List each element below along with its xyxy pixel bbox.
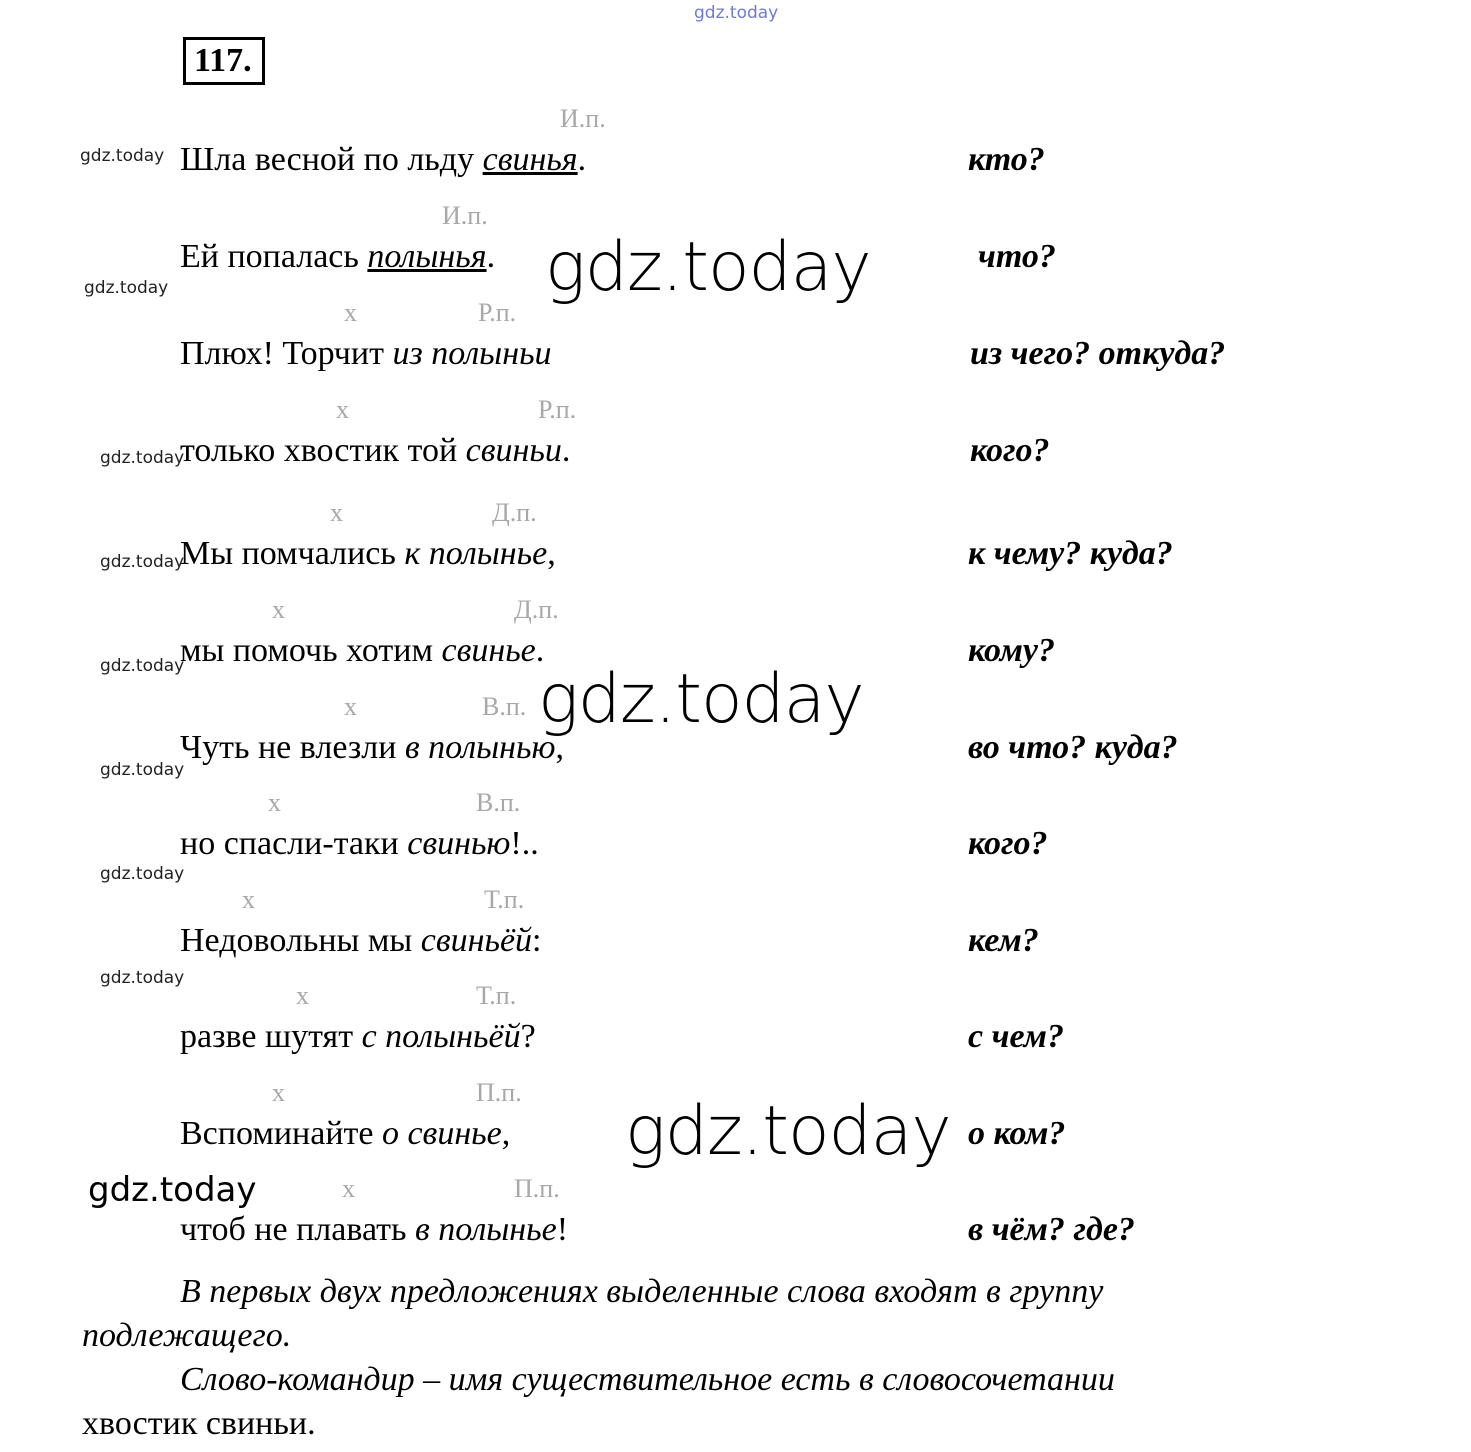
- question: из чего? откуда?: [970, 335, 1226, 372]
- line-punct: ?: [520, 1018, 536, 1055]
- highlighted-word: свиньёй: [420, 922, 533, 959]
- highlighted-word: в полынью: [404, 729, 556, 766]
- poem-line: [180, 237, 495, 277]
- explanation-paragraph: [82, 1358, 1282, 1446]
- line-punct: !: [556, 1211, 569, 1248]
- poem-line: [180, 1114, 510, 1154]
- preposition-mark: х: [242, 885, 255, 914]
- watermark: gdz.today: [100, 448, 185, 468]
- watermark: gdz.today: [100, 864, 185, 884]
- line-text: чтоб не плавать: [180, 1211, 416, 1248]
- line-text: Недовольны мы: [180, 922, 421, 959]
- preposition-mark: х: [344, 298, 357, 327]
- highlighted-word: с полыньёй: [361, 1018, 521, 1055]
- line-punct: ,: [555, 729, 564, 766]
- watermark-large: gdz.today: [625, 1092, 951, 1171]
- case-label: И.п.: [442, 201, 488, 230]
- line-text: только хвостик той: [180, 432, 466, 469]
- poem-line: [180, 824, 539, 864]
- line-text: Плюх! Торчит: [180, 335, 393, 372]
- highlighted-word: из полыньи: [392, 335, 552, 372]
- case-label: Р.п.: [538, 395, 577, 424]
- line-text: но спасли-таки: [180, 825, 408, 862]
- watermark: gdz.today: [100, 760, 185, 780]
- question: кого?: [970, 432, 1050, 469]
- question: в чём? где?: [968, 1211, 1135, 1248]
- case-label: В.п.: [476, 788, 521, 817]
- watermark: gdz.today: [100, 656, 185, 676]
- highlighted-word: свинью: [407, 825, 511, 862]
- poem-line: [180, 921, 541, 961]
- highlighted-word: свиньи: [465, 432, 562, 469]
- explanation-paragraph: [82, 1270, 1282, 1358]
- highlighted-word: полынья: [367, 238, 487, 275]
- preposition-mark: х: [268, 788, 281, 817]
- paragraph-text: Слово-командир – имя существительное есть в словосочетании: [180, 1361, 1115, 1398]
- highlighted-word: о свинье: [381, 1115, 502, 1152]
- question: кем?: [968, 922, 1039, 959]
- watermark-medium: gdz.today: [88, 1170, 257, 1210]
- watermark-large: gdz.today: [538, 660, 864, 739]
- line-punct: ,: [547, 535, 556, 572]
- line-text: разве шутят: [180, 1018, 362, 1055]
- watermark-top: gdz.today: [694, 3, 779, 23]
- line-punct: .: [561, 432, 571, 469]
- line-text: Чуть не влезли: [180, 729, 405, 766]
- watermark: gdz.today: [84, 278, 169, 298]
- line-text: Вспоминайте: [180, 1115, 382, 1152]
- question: во что? куда?: [968, 729, 1178, 766]
- poem-line: [180, 140, 586, 180]
- line-punct: !..: [510, 825, 539, 862]
- watermark: gdz.today: [100, 552, 185, 572]
- highlighted-word: к полынье: [404, 535, 548, 572]
- question: кто?: [968, 141, 1045, 178]
- question: к чему? куда?: [968, 535, 1173, 572]
- preposition-mark: х: [272, 1078, 285, 1107]
- poem-line: [180, 534, 556, 574]
- exercise-number: 117.: [183, 37, 265, 85]
- question: что?: [978, 238, 1056, 275]
- poem-line: [180, 1210, 568, 1250]
- case-label: Т.п.: [484, 885, 525, 914]
- poem-line: [180, 431, 570, 471]
- case-label: Д.п.: [514, 595, 559, 624]
- watermark: gdz.today: [80, 146, 165, 166]
- case-label: И.п.: [560, 104, 606, 133]
- poem-line: [180, 631, 544, 671]
- highlighted-word: свинье: [441, 632, 536, 669]
- question: с чем?: [968, 1018, 1064, 1055]
- line-punct: .: [486, 238, 496, 275]
- preposition-mark: х: [296, 981, 309, 1010]
- line-text: Мы помчались: [180, 535, 405, 572]
- poem-line: [180, 728, 564, 768]
- preposition-mark: х: [342, 1174, 355, 1203]
- highlighted-word: в полынье: [415, 1211, 557, 1248]
- poem-line: [180, 1017, 536, 1057]
- case-label: Д.п.: [492, 498, 537, 527]
- case-label: В.п.: [482, 692, 527, 721]
- watermark-large: gdz.today: [545, 228, 871, 307]
- preposition-mark: х: [330, 498, 343, 527]
- line-punct: .: [535, 632, 545, 669]
- line-punct: ,: [501, 1115, 511, 1152]
- paragraph-text: В первых двух предложениях выделенные слова входят в группу подлежащего.: [82, 1273, 1104, 1354]
- paragraph-phrase: хвостик свиньи.: [82, 1405, 316, 1442]
- case-label: П.п.: [476, 1078, 522, 1107]
- case-label: П.п.: [514, 1174, 560, 1203]
- line-text: Шла весной по льду: [180, 141, 483, 178]
- question: о ком?: [968, 1115, 1066, 1152]
- preposition-mark: х: [336, 395, 349, 424]
- question: кого?: [968, 825, 1048, 862]
- watermark: gdz.today: [100, 968, 185, 988]
- question: кому?: [968, 632, 1056, 669]
- highlighted-word: свинья: [482, 141, 578, 178]
- preposition-mark: х: [272, 595, 285, 624]
- preposition-mark: х: [344, 692, 357, 721]
- case-label: Т.п.: [476, 981, 517, 1010]
- case-label: Р.п.: [478, 298, 517, 327]
- line-text: Ей попалась: [180, 238, 368, 275]
- poem-line: [180, 334, 552, 374]
- line-punct: .: [577, 141, 587, 178]
- line-text: мы помочь хотим: [180, 632, 442, 669]
- line-punct: :: [532, 922, 542, 959]
